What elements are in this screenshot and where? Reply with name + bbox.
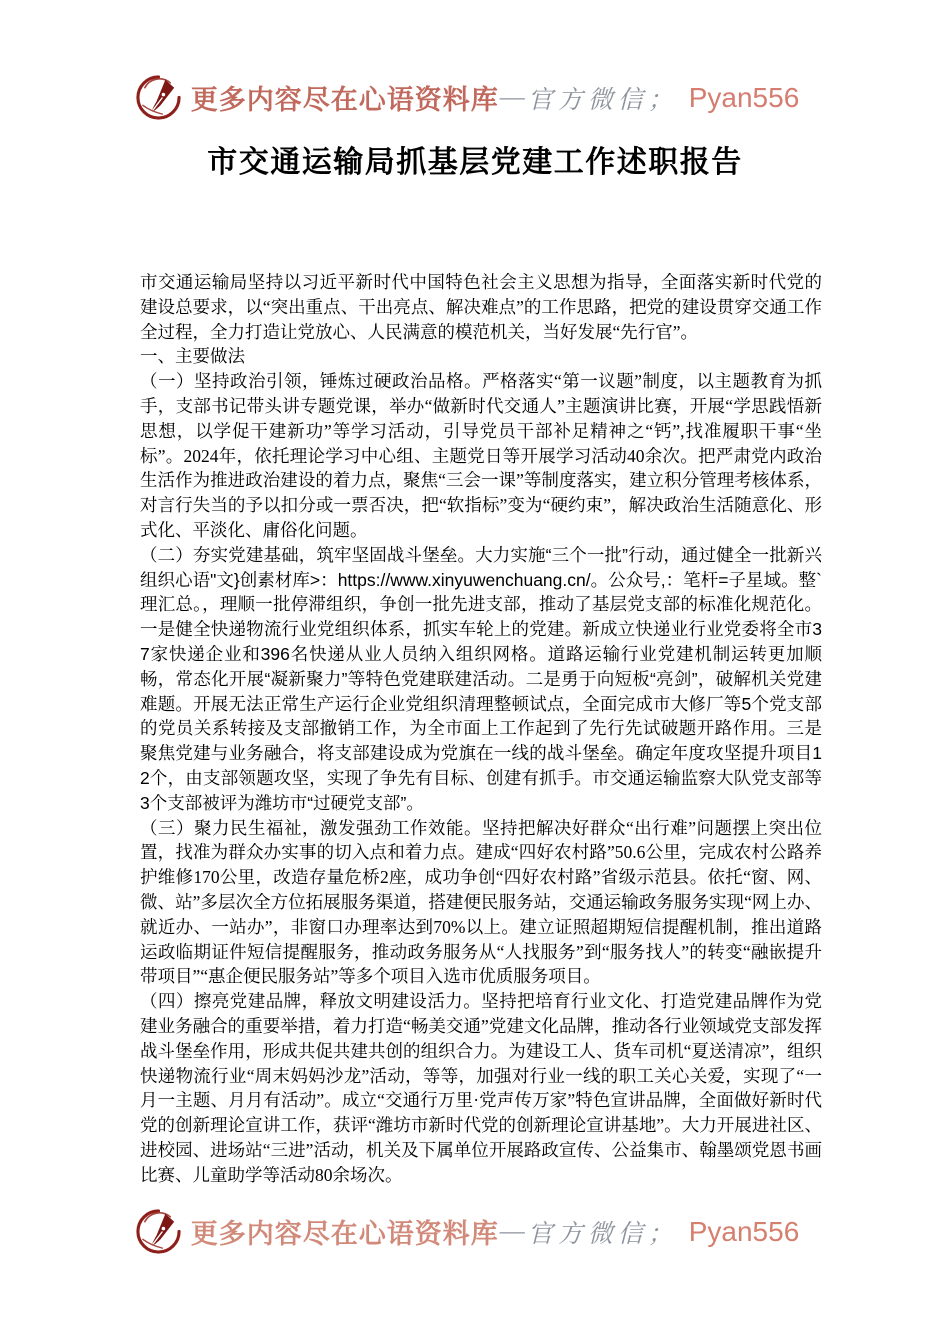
paragraph-point-1: （一）坚持政治引领，锤炼过硬政治品格。严格落实“第一议题”制度，以主题教育为抓手，支部书记带头讲专题党课，举办“做新时代交通人”主题演讲比赛，开展“学思践悟新思想，以学促干建新功”等学习活动，引导党员干部补足精神之“钙”,找准履职干事“坐标”。2024年，依托理论学习中心组、主题党日等开展学习活动40余次。把严肃党内政治生活作为推进政治建设的着力点，聚焦“三会一课”等制度落实，建立积分管理考核体系，对言行失当的予以扣分或一票否决，把“软指标”变为“硬约束”，解决政治生活随意化、形式化、平淡化、庸俗化问题。 [140, 371, 822, 540]
section-heading-1: 一、主要做法 [140, 346, 245, 367]
watermark-brand-text: 更多内容尽在心语资料库 [190, 1219, 499, 1249]
document-title: 市交通运输局抓基层党建工作述职报告 [207, 146, 743, 179]
header-watermark [0, 74, 942, 121]
watermark-wechat-id: Pyan556 [688, 1215, 800, 1247]
watermark-wechat-label: 官方微信； [527, 1220, 678, 1248]
pen-nib-emblem-icon [135, 1208, 182, 1255]
footer-watermark [0, 1208, 942, 1255]
watermark-wechat-label: 官方微信； [527, 86, 678, 114]
pen-nib-emblem-icon [135, 74, 182, 121]
paragraph-intro: 市交通运输局坚持以习近平新时代中国特色社会主义思想为指导，全面落实新时代党的建设总要求，以“突出重点、干出亮点、解决难点”的工作思路，把党的建设贯穿交通工作全过程，全力打造让党放心、人民满意的模范机关，当好发展“先行官”。 [140, 272, 822, 342]
paragraph-point-3: （三）聚力民生福祉，激发强劲工作效能。坚持把解决好群众“出行难”问题摆上突出位置，找准为群众办实事的切入点和着力点。建成“四好农村路”50.6公里，完成农村公路养护维修170公里，改造存量危桥2座，成功争创“四好农村路”省级示范县。依托“窗、网、微、站”多层次全方位拓展服务渠道，搭建便民服务站，交通运输政务服务实现“网上办、就近办、一站办”，非窗口办理率达到70%以上。建立证照超期短信提醒机制，推出道路运政临期证件短信提醒服务，推动政务服务从“人找服务”到“服务找人”的转变“融嵌提升带项目”“惠企便民服务站”等多个项目入选市优质服务项目。 [140, 817, 822, 987]
watermark-dash: — [499, 83, 525, 111]
paragraph-point-4: （四）擦亮党建品牌，释放文明建设活力。坚持把培育行业文化、打造党建品牌作为党建业务融合的重要举措，着力打造“畅美交通”党建文化品牌，推动各行业领域党支部发挥战斗堡垒作用，形成共促共建共创的组织合力。为建设工人、货车司机“夏送清凉”，组织快递物流行业“周末妈妈沙龙”活动，等等，加强对行业一线的职工关心关爱，实现了“一月一主题、月月有活动”。成立“交通行万里·党声传万家”特色宣讲品牌，全面做好新时代党的创新理论宣讲工作，获评“潍坊市新时代党的创新理论宣讲基地”。大力开展进社区、进校园、进场站“三进”活动，机关及下属单位开展路政宣传、公益集市、翰墨颂党恩书画比赛、儿童助学等活动80余场次。 [140, 991, 822, 1185]
paragraph-point-2: （二）夯实党建基础，筑牢坚固战斗堡垒。大力实施“三个一批”行动，通过健全一批新兴组织心语"文}创素材库>：https://www.xinyuwenchuang.cn/。公众号,：笔杆=子星域。整`理汇总。，理顺一批停滞组织，争创一批先进支部，推动了基层党支部的标准化规范化。一是健全快递物流行业党组织体系，抓实车轮上的党建。新成立快递业行业党委将全市37家快递企业和396名快递从业人员纳入组织网格。道路运输行业党建机制运转更加顺畅，常态化开展“凝新聚力”等特色党建联建活动。二是勇于向短板“亮剑”，破解机关党建难题。开展无法正常生产运行企业党组织清理整顿试点，全面完成市大修厂等5个党支部的党员关系转接及支部撤销工作，为全市面上工作起到了先行先试破题开路作用。三是聚焦党建与业务融合，将支部建设成为党旗在一线的战斗堡垒。确定年度攻坚提升项目12个，由支部领题攻坚，实现了争先有目标、创建有抓手。市交通运输监察大队党支部等3个支部被评为潍坊市“过硬党支部”。 [140, 544, 822, 813]
document-body [140, 270, 822, 1187]
watermark-brand-text: 更多内容尽在心语资料库 [190, 85, 499, 115]
watermark-dash: — [499, 1217, 525, 1245]
watermark-wechat-id: Pyan556 [688, 81, 800, 113]
